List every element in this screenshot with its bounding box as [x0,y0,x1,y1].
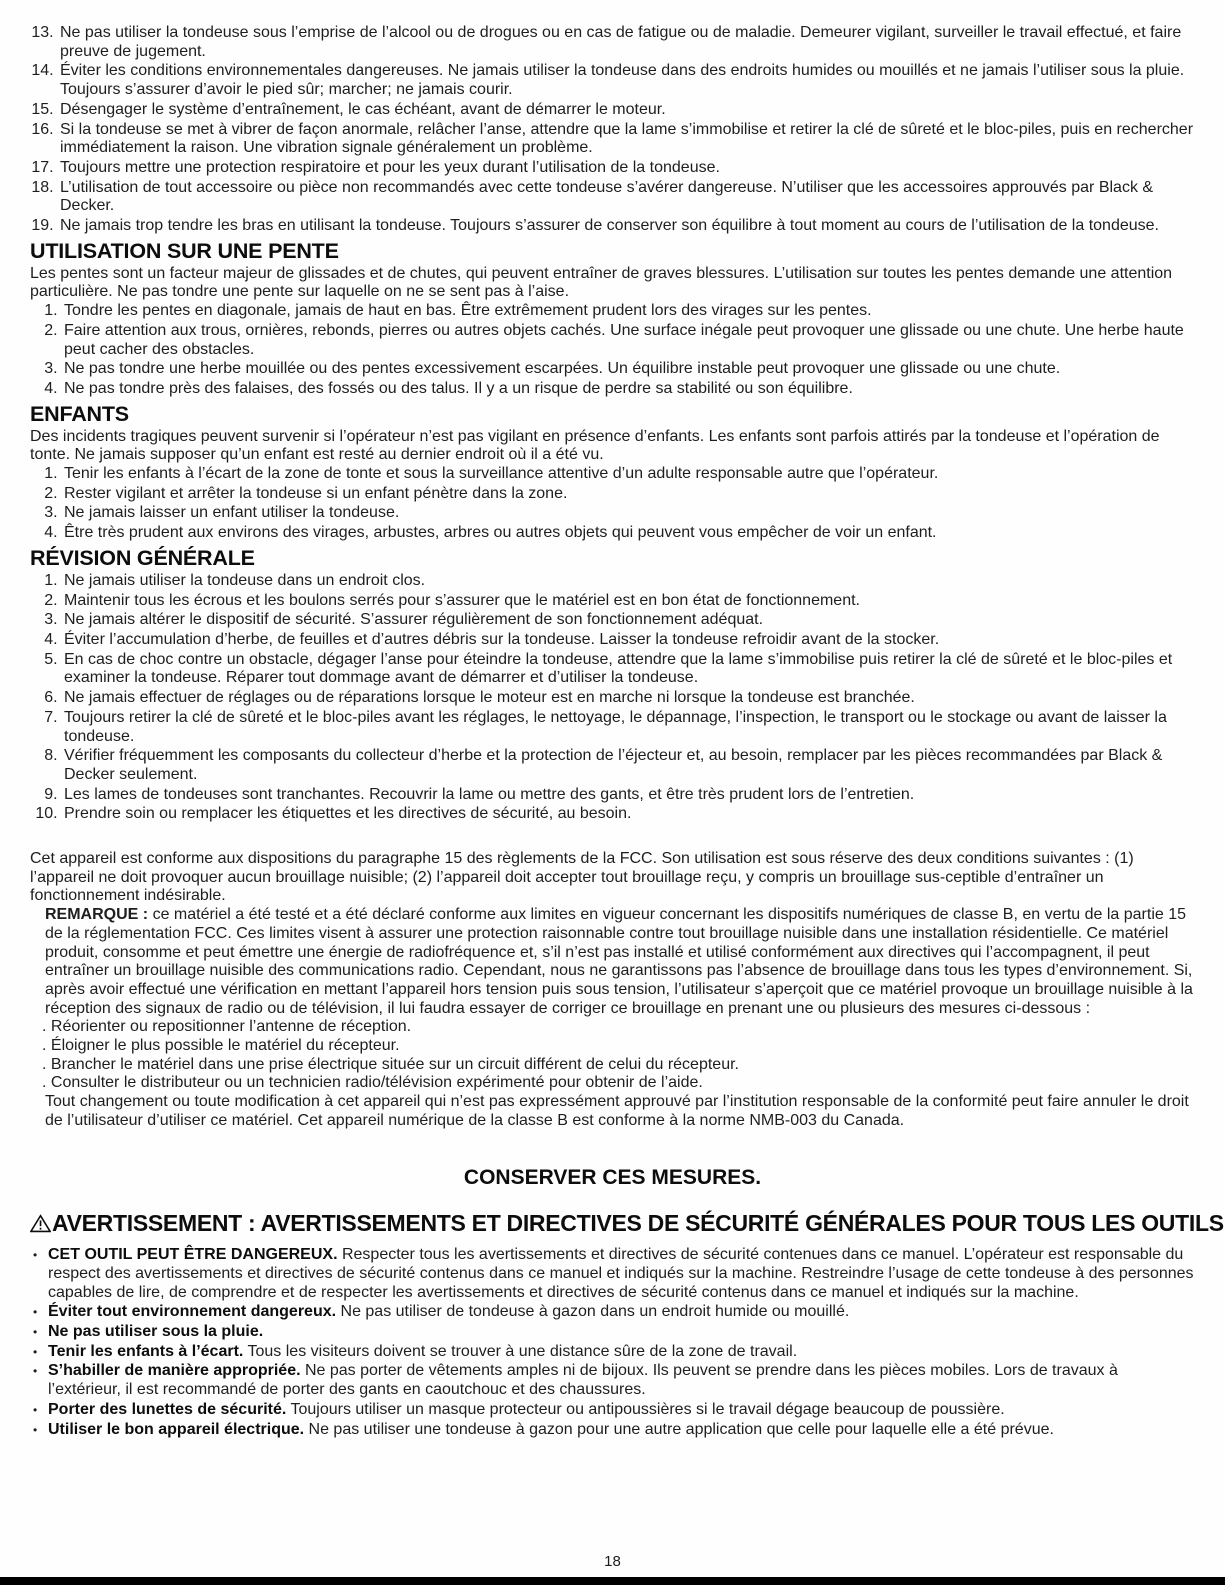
section-heading-utilisation-sur-une-pente: UTILISATION SUR UNE PENTE [30,238,339,263]
revision-list-item: 5. En cas de choc contre un obstacle, dégager l’anse pour éteindre la tondeuse, attendre que la lame s’immobilise puis retirer la clé de sûreté et le bloc-piles et examiner la tondeuse. Réparer tout dommage avant de démarrer et d’utiliser la tondeuse. [62,651,1195,688]
warning-heading-text: AVERTISSEMENT : AVERTISSEMENTS ET DIRECTIVES DE SÉCURITÉ GÉNÉRALES POUR TOUS LES OUTILS [52,1210,1224,1237]
bullet-bold-lead: Éviter tout environnement dangereux. [48,1303,337,1321]
warning-heading [30,1210,1224,1237]
enfants-list [30,465,1195,543]
enfants-list-item: 3. Ne jamais laisser un enfant utiliser la tondeuse. [62,504,1195,523]
remarque-label: REMARQUE : [45,906,149,924]
revision-list-item: 6. Ne jamais effectuer de réglages ou de réparations lorsque le moteur est en marche ni lorsque la tondeuse est branchée. [62,689,1195,708]
corrective-measures-list [42,1018,1195,1093]
bullet-bold-lead: S’habiller de manière appropriée. [48,1362,301,1380]
pente-list-item: 3. Ne pas tondre une herbe mouillée ou des pentes excessivement escarpées. Un équilibre instable peut provoquer une glissade ou une chute. [62,360,1195,379]
revision-list-item: 2. Maintenir tous les écrous et les boulons serrés pour s’assurer que le matériel est en bon état de fonctionnement. [62,592,1195,611]
revision-list-item: 4. Éviter l’accumulation d’herbe, de feuilles et d’autres débris sur la tondeuse. Laisser la tondeuse refroidir avant de la stocker. [62,631,1195,650]
conserver-heading: CONSERVER CES MESURES. [463,1165,762,1189]
remarque-paragraph [45,906,1195,1018]
bullet-bold-lead: Tenir les enfants à l’écart. [48,1342,244,1360]
enfants-list-item: 1. Tenir les enfants à l’écart de la zone de tonte et sous la surveillance attentive d’un adulte responsable autre que l’opérateur. [62,465,1195,484]
safety-list-continued [30,24,1195,236]
corrective-measure-item: . Réorienter ou repositionner l’antenne de réception. [42,1018,412,1036]
revision-list-item: 7. Toujours retirer la clé de sûreté et le bloc-piles avant les réglages, le nettoyage, le dépannage, l’inspection, le transport ou le stockage ou avant de laisser la tondeuse. [62,709,1195,746]
revision-list-item: 8. Vérifier fréquemment les composants du collecteur d’herbe et la protection de l’éjecteur et, au besoin, remplacer par les pièces recommandées par Black & Decker seulement. [62,747,1195,784]
pente-list-item: 1. Tondre les pentes en diagonale, jamais de haut en bas. Être extrêmement prudent lors des virages sur les pentes. [62,302,1195,321]
safety-list-item: 13. Ne pas utiliser la tondeuse sous l’emprise de l’alcool ou de drogues ou en cas de fatigue ou de maladie. Demeurer vigilant, surveiller le travail effectué, et faire preuve de jugement. [58,24,1195,61]
revision-list-item: 1. Ne jamais utiliser la tondeuse dans un endroit clos. [62,572,1195,591]
pente-list [30,302,1195,399]
modification-warning-paragraph: Tout changement ou toute modification à cet appareil qui n’est pas expressément approuvé par l’institution responsable de la conformité peut faire annuler le droit de l’utilisateur d’utiliser ce matériel. Cet appareil numérique de la classe B est conforme à la norme NMB-003 du Canada. [45,1093,1189,1129]
page-bottom-scan-bar [0,1577,1225,1585]
fcc-block [30,850,1195,1131]
enfants-list-item: 4. Être très prudent aux environs des virages, arbustes, arbres ou autres objets qui peuvent vous empêcher de voir un enfant. [62,524,1195,543]
warning-bullet-item [32,1323,1195,1342]
warning-bullet-list [30,1246,1195,1439]
safety-list-item: 18. L’utilisation de tout accessoire ou pièce non recommandés avec cette tondeuse s’avérer dangereuse. N’utiliser que les accessoires approuvés par Black & Decker. [58,179,1195,216]
safety-list-item: 15. Désengager le système d’entraînement, le cas échéant, avant de démarrer le moteur. [58,101,1195,120]
corrective-measure-item: . Brancher le matériel dans une prise électrique située sur un circuit différent de celui du récepteur. [42,1055,739,1073]
remarque-text: ce matériel a été testé et a été déclaré conforme aux limites en vigueur concernant les dispositifs numériques de classe B, en vertu de la partie 15 de la réglementation FCC. Ces limites visent à assurer une protection raisonnable contre tout brouillage nuisible dans une installation résidentielle. Ce matériel produit, consomme et peut émettre une énergie de radiofréquence et, s’il n’est pas installé et utilisé conformément aux directives qui l’accompagnent, il peut entraîner un brouillage nuisible des communications radio. Cependant, nous ne garantissons pas l’absence de brouillage dans tous les types d’environnement. Si, après avoir effectué une vérification en mettant l’appareil hors tension puis sous tension, l’utilisateur s’aperçoit que ce matériel provoque un brouillage nuisible à la réception des signaux de radio ou de télévision, il lui faudra essayer de corriger ce brouillage en prenant une ou plusieurs des mesures ci-dessous : [45,906,1193,1017]
bullet-bold-lead: Ne pas utiliser sous la pluie. [48,1323,264,1341]
revision-list-item: 10. Prendre soin ou remplacer les étiquettes et les directives de sécurité, au besoin. [62,805,1195,824]
revision-list [30,572,1195,824]
bullet-bold-lead: CET OUTIL PEUT ÊTRE DANGEREUX. [48,1246,338,1264]
warning-bullet-item: • Utiliser le bon appareil électrique. Ne pas utiliser une tondeuse à gazon pour une autre application que celle pour laquelle elle a été prévue. [32,1421,1195,1440]
section-intro-enfants: Des incidents tragiques peuvent survenir si l’opérateur n’est pas vigilant en présence d’enfants. Les enfants sont parfois attirés par la tondeuse et l’opération de tonte. Ne jamais supposer qu’un enfant est resté au dernier endroit où il a été vu. [30,427,1160,464]
safety-list-item: 16. Si la tondeuse se met à vibrer de façon anormale, relâcher l’anse, attendre que la lame s’immobilise et retirer la clé de sûreté et le bloc-piles, puis en rechercher immédiatement la raison. Une vibration signale généralement un problème. [58,121,1195,158]
warning-triangle-icon [30,1214,51,1233]
page-number: 18 [604,1553,621,1571]
safety-list-item: 17. Toujours mettre une protection respiratoire et pour les yeux durant l’utilisation de la tondeuse. [58,159,1195,178]
safety-list-item: 14. Éviter les conditions environnementales dangereuses. Ne jamais utiliser la tondeuse dans des endroits humides ou mouillés et ne jamais l’utiliser sous la pluie. Toujours s’assurer d’avoir le pied sûr; marcher; ne jamais courir. [58,62,1195,99]
section-heading-revision-generale: RÉVISION GÉNÉRALE [30,545,255,570]
warning-bullet-item: • Tenir les enfants à l’écart. Tous les visiteurs doivent se trouver à une distance sûre de la zone de travail. [32,1343,1195,1362]
section-intro-pente: Les pentes sont un facteur majeur de glissades et de chutes, qui peuvent entraîner de graves blessures. L’utilisation sur toutes les pentes demande une attention particulière. Ne pas tondre une pente sur laquelle on ne se sent pas à l’aise. [30,264,1173,301]
warning-bullet-item: • S’habiller de manière appropriée. Ne pas porter de vêtements amples ni de bijoux. Ils peuvent se prendre dans les pièces mobiles. Lors de travaux à l’extérieur, il est recommandé de porter des gants en caoutchouc et des chaussures. [32,1362,1195,1399]
pente-list-item: 4. Ne pas tondre près des falaises, des fossés ou des talus. Il y a un risque de perdre sa stabilité ou son équilibre. [62,380,1195,399]
corrective-measure-item: . Éloigner le plus possible le matériel du récepteur. [42,1037,400,1055]
corrective-measure-item: . Consulter le distributeur ou un technicien radio/télévision expérimenté pour obtenir de l’aide. [42,1074,703,1092]
pente-list-item: 2. Faire attention aux trous, ornières, rebonds, pierres ou autres objets cachés. Une surface inégale peut provoquer une glissade ou une chute. Une herbe haute peut cacher des obstacles. [62,322,1195,359]
warning-bullet-item: • Porter des lunettes de sécurité. Toujours utiliser un masque protecteur ou antipoussières si le travail dégage beaucoup de poussière. [32,1401,1195,1420]
section-heading-enfants: ENFANTS [30,401,129,426]
bullet-bold-lead: Porter des lunettes de sécurité. [48,1400,287,1418]
bullet-bold-lead: Utiliser le bon appareil électrique. [48,1420,305,1438]
warning-bullet-item: • Éviter tout environnement dangereux. Ne pas utiliser de tondeuse à gazon dans un endroit humide ou mouillé. [32,1303,1195,1322]
safety-list-item: 19. Ne jamais trop tendre les bras en utilisant la tondeuse. Toujours s’assurer de conserver son équilibre à tout moment au cours de l’utilisation de la tondeuse. [58,217,1195,236]
revision-list-item: 3. Ne jamais altérer le dispositif de sécurité. S’assurer régulièrement de son fonctionnement adéquat. [62,611,1195,630]
fcc-compliance-paragraph: Cet appareil est conforme aux dispositions du paragraphe 15 des règlements de la FCC. Son utilisation est sous réserve des deux conditions suivantes : (1) l’appareil ne doit provoquer aucun brouillage nuisible; (2) l’appareil doit accepter tout brouillage reçu, y compris un brouillage sus-ceptible d’entraîner un fonctionnement indésirable. [30,850,1134,905]
warning-bullet-item: • CET OUTIL PEUT ÊTRE DANGEREUX. Respecter tous les avertissements et directives de sécurité contenues dans ce manuel. L’opérateur est responsable du respect des avertissements et directives de sécurité contenus dans ce manuel et indiqués sur la machine. Restreindre l’usage de cette tondeuse à des personnes capables de lire, de comprendre et de respecter les avertissements et directives de sécurité contenus dans ce manuel et indiqués sur la machine. [32,1246,1195,1302]
enfants-list-item: 2. Rester vigilant et arrêter la tondeuse si un enfant pénètre dans la zone. [62,485,1195,504]
revision-list-item: 9. Les lames de tondeuses sont tranchantes. Recouvrir la lame ou mettre des gants, et être très prudent lors de l’entretien. [62,786,1195,805]
